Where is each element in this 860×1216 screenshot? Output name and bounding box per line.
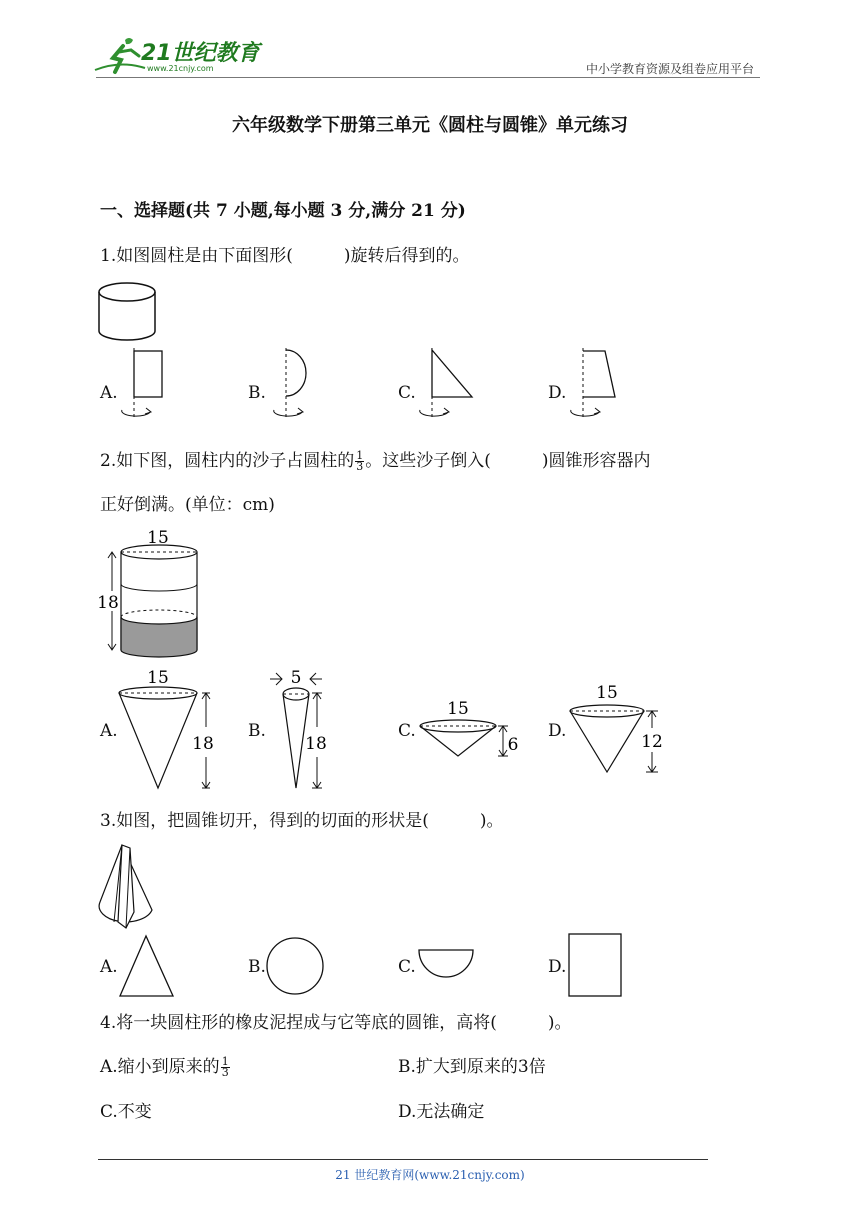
footer-rule: [98, 1159, 708, 1160]
q2-option-c-figure[interactable]: [414, 696, 524, 766]
question-2-text-line2: 正好倒满。(单位：cm): [100, 495, 275, 515]
header-logo: [95, 34, 265, 76]
q2-c-height: 6: [507, 735, 519, 755]
q2-option-b-label[interactable]: B.: [248, 721, 266, 741]
question-1-text: 1.如图圆柱是由下面图形( )旋转后得到的。: [100, 246, 470, 266]
q2-text-before: 2.如下图，圆柱内的沙子占圆柱的: [100, 451, 355, 471]
site-name: 中小学教育资源及组卷应用平台: [585, 62, 754, 76]
q2-cyl-diameter: 15: [147, 528, 169, 548]
q2-option-d-figure[interactable]: [566, 680, 676, 780]
q3-option-d-figure[interactable]: [567, 932, 623, 998]
q4-option-d[interactable]: D.无法确定: [398, 1102, 485, 1122]
q4-frac-num: 1: [221, 1055, 229, 1068]
question-4-text: 4.将一块圆柱形的橡皮泥捏成与它等底的圆锥，高将( )。: [100, 1013, 572, 1033]
q2-frac-den: 3: [356, 460, 364, 473]
q3-option-d-label[interactable]: D.: [548, 957, 567, 977]
q2-b-height: 18: [305, 734, 327, 754]
q2-option-a-figure[interactable]: [112, 665, 222, 790]
q3-option-c-label[interactable]: C.: [398, 957, 416, 977]
logo-text: 21世纪教育: [141, 41, 260, 66]
q4-option-a-fraction: [221, 1057, 230, 1078]
header-rule: [96, 77, 760, 78]
q2-option-b-figure[interactable]: [264, 665, 344, 790]
q3-option-c-figure[interactable]: [417, 948, 477, 988]
q1-option-a-label[interactable]: A.: [100, 383, 118, 403]
q2-option-c-label[interactable]: C.: [398, 721, 416, 741]
q3-cut-cone-figure: [96, 842, 166, 932]
q2-d-height: 12: [641, 732, 663, 752]
q3-option-b-figure[interactable]: [266, 937, 326, 997]
q2-c-diameter: 15: [447, 699, 469, 719]
q4-option-a[interactable]: [100, 1056, 231, 1078]
page-title: 六年级数学下册第三单元《圆柱与圆锥》单元练习: [232, 115, 628, 136]
q4-frac-den: 3: [221, 1066, 229, 1079]
q2-frac-num: 1: [356, 449, 364, 462]
q4-option-a-text: A.缩小到原来的: [100, 1057, 220, 1077]
q1-option-a-figure[interactable]: [112, 346, 172, 426]
q2-option-a-label[interactable]: A.: [100, 721, 118, 741]
q2-fraction: [355, 451, 364, 472]
q4-option-b[interactable]: B.扩大到原来的3倍: [398, 1057, 546, 1077]
q2-cylinder-figure: [92, 525, 212, 660]
section-heading: 一、选择题(共 7 小题,每小题 3 分,满分 21 分): [100, 201, 466, 221]
q2-b-diameter: 5: [290, 668, 302, 688]
q3-option-b-label[interactable]: B.: [248, 957, 266, 977]
runner-logo-icon: [95, 34, 145, 76]
footer-text[interactable]: 21 世纪教育网(www.21cnjy.com): [335, 1168, 525, 1182]
q2-option-d-label[interactable]: D.: [548, 721, 567, 741]
q2-text-after: 。这些沙子倒入( )圆锥形容器内: [365, 451, 651, 471]
logo-url: www.21cnjy.com: [147, 64, 214, 73]
q3-option-a-figure[interactable]: [117, 934, 177, 998]
q2-d-diameter: 15: [596, 683, 618, 703]
q1-option-c-figure[interactable]: [412, 346, 472, 426]
q1-option-d-label[interactable]: D.: [548, 383, 567, 403]
q1-cylinder-figure: [98, 280, 160, 342]
q2-a-diameter: 15: [147, 668, 169, 688]
q1-option-c-label[interactable]: C.: [398, 383, 416, 403]
q2-cyl-height: 18: [97, 593, 119, 613]
q1-option-b-figure[interactable]: [266, 346, 326, 426]
q2-a-height: 18: [192, 734, 214, 754]
q1-option-d-figure[interactable]: [563, 346, 623, 426]
q4-option-c[interactable]: C.不变: [100, 1102, 152, 1122]
question-3-text: 3.如图，把圆锥切开，得到的切面的形状是( )。: [100, 811, 504, 831]
q1-option-b-label[interactable]: B.: [248, 383, 266, 403]
q3-option-a-label[interactable]: A.: [100, 957, 118, 977]
question-2-text: [100, 450, 651, 472]
